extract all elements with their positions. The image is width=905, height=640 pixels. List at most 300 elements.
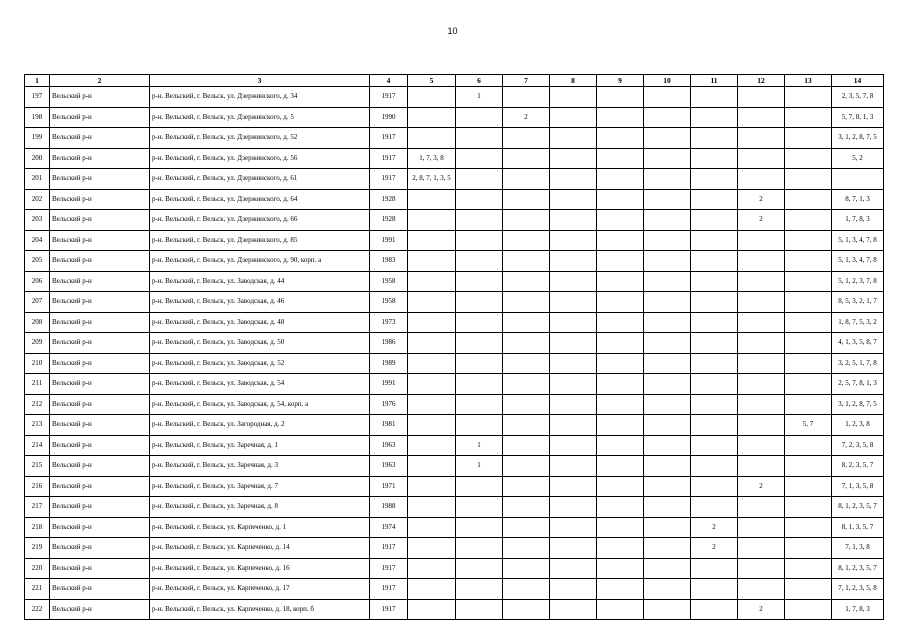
row-number-cell: 197	[25, 87, 50, 108]
col14-cell: 8, 1, 3, 5, 7	[832, 517, 884, 538]
district-cell: Вельский р-н	[50, 210, 150, 231]
col10-cell	[644, 312, 691, 333]
col13-cell: 5, 7	[785, 415, 832, 436]
col13-cell	[785, 87, 832, 108]
col14-cell: 1, 7, 8, 3	[832, 210, 884, 231]
row-number-cell: 218	[25, 517, 50, 538]
district-cell: Вельский р-н	[50, 538, 150, 559]
col14-cell: 7, 2, 3, 5, 8	[832, 435, 884, 456]
district-cell: Вельский р-н	[50, 148, 150, 169]
district-cell: Вельский р-н	[50, 251, 150, 272]
col12-cell	[738, 579, 785, 600]
year-cell: 1917	[370, 128, 408, 149]
col5-cell	[408, 333, 456, 354]
year-cell: 1989	[370, 353, 408, 374]
col9-cell	[597, 497, 644, 518]
col13-cell	[785, 210, 832, 231]
col8-cell	[550, 497, 597, 518]
district-cell: Вельский р-н	[50, 169, 150, 190]
col13-cell	[785, 497, 832, 518]
col14-cell: 1, 8, 7, 5, 3, 2	[832, 312, 884, 333]
table-row	[25, 374, 884, 395]
col5-cell	[408, 189, 456, 210]
table-row	[25, 558, 884, 579]
col8-cell	[550, 189, 597, 210]
col5-cell	[408, 415, 456, 436]
col8-cell	[550, 353, 597, 374]
col5-cell	[408, 476, 456, 497]
col7-cell	[503, 271, 550, 292]
col8-cell	[550, 169, 597, 190]
col12-cell	[738, 312, 785, 333]
col5-cell	[408, 538, 456, 559]
col13-cell	[785, 292, 832, 313]
col12-cell	[738, 558, 785, 579]
col14-cell: 3, 2, 5, 1, 7, 8	[832, 353, 884, 374]
address-cell: р-н. Вельский, г. Вельск, ул. Дзержинского, д. 56	[150, 148, 370, 169]
col10-cell	[644, 251, 691, 272]
col14-cell: 3, 1, 2, 8, 7, 5	[832, 394, 884, 415]
row-number-cell: 219	[25, 538, 50, 559]
col14-cell: 8, 5, 3, 2, 1, 7	[832, 292, 884, 313]
year-cell: 1917	[370, 87, 408, 108]
table-row	[25, 312, 884, 333]
row-number-cell: 215	[25, 456, 50, 477]
col7-cell	[503, 599, 550, 620]
col14-cell: 2, 3, 5, 7, 8	[832, 87, 884, 108]
col11-cell	[691, 456, 738, 477]
col13-cell	[785, 251, 832, 272]
row-number-cell: 212	[25, 394, 50, 415]
col12-cell	[738, 517, 785, 538]
col6-cell	[456, 374, 503, 395]
col14-cell: 4, 1, 3, 5, 8, 7	[832, 333, 884, 354]
year-cell: 1971	[370, 476, 408, 497]
address-cell: р-н. Вельский, г. Вельск, ул. Дзержинского, д. 90, корп. а	[150, 251, 370, 272]
address-cell: р-н. Вельский, г. Вельск, ул. Карпеченко, д. 1	[150, 517, 370, 538]
col11-cell	[691, 189, 738, 210]
col10-cell	[644, 415, 691, 436]
col9-cell	[597, 189, 644, 210]
col10-cell	[644, 394, 691, 415]
col11-cell	[691, 599, 738, 620]
row-number-cell: 221	[25, 579, 50, 600]
col7-cell	[503, 148, 550, 169]
table-row	[25, 579, 884, 600]
col7-cell	[503, 230, 550, 251]
address-cell: р-н. Вельский, г. Вельск, ул. Загородная, д. 2	[150, 415, 370, 436]
district-cell: Вельский р-н	[50, 558, 150, 579]
year-cell: 1958	[370, 292, 408, 313]
table-row	[25, 538, 884, 559]
col6-cell	[456, 558, 503, 579]
col5-cell	[408, 394, 456, 415]
col5-cell	[408, 271, 456, 292]
col10-cell	[644, 374, 691, 395]
col7-cell	[503, 312, 550, 333]
address-cell: р-н. Вельский, г. Вельск, ул. Заводская, д. 48	[150, 312, 370, 333]
col14-cell: 8, 1, 2, 3, 5, 7	[832, 558, 884, 579]
column-header: 3	[150, 75, 370, 87]
address-cell: р-н. Вельский, г. Вельск, ул. Заводская, д. 46	[150, 292, 370, 313]
col12-cell	[738, 107, 785, 128]
year-cell: 1976	[370, 394, 408, 415]
col9-cell	[597, 210, 644, 231]
year-cell: 1973	[370, 312, 408, 333]
col13-cell	[785, 312, 832, 333]
address-cell: р-н. Вельский, г. Вельск, ул. Дзержинского, д. 52	[150, 128, 370, 149]
col6-cell: 1	[456, 87, 503, 108]
year-cell: 1917	[370, 579, 408, 600]
address-cell: р-н. Вельский, г. Вельск, ул. Заводская, д. 54, корп. а	[150, 394, 370, 415]
table-row	[25, 599, 884, 620]
col13-cell	[785, 374, 832, 395]
col8-cell	[550, 579, 597, 600]
col9-cell	[597, 517, 644, 538]
year-cell: 1981	[370, 415, 408, 436]
row-number-cell: 205	[25, 251, 50, 272]
col5-cell: 2, 8, 7, 1, 3, 5	[408, 169, 456, 190]
col11-cell	[691, 394, 738, 415]
table-row	[25, 456, 884, 477]
col10-cell	[644, 169, 691, 190]
col13-cell	[785, 599, 832, 620]
table-row	[25, 128, 884, 149]
col9-cell	[597, 107, 644, 128]
row-number-cell: 213	[25, 415, 50, 436]
col14-cell: 8, 2, 3, 5, 7	[832, 456, 884, 477]
table-row	[25, 169, 884, 190]
col12-cell: 2	[738, 210, 785, 231]
row-number-cell: 216	[25, 476, 50, 497]
col10-cell	[644, 148, 691, 169]
col7-cell	[503, 87, 550, 108]
col6-cell	[456, 169, 503, 190]
col8-cell	[550, 333, 597, 354]
col7-cell	[503, 476, 550, 497]
col11-cell	[691, 353, 738, 374]
district-cell: Вельский р-н	[50, 415, 150, 436]
district-cell: Вельский р-н	[50, 333, 150, 354]
col9-cell	[597, 333, 644, 354]
col10-cell	[644, 517, 691, 538]
table-row	[25, 292, 884, 313]
address-cell: р-н. Вельский, г. Вельск, ул. Заречная, д. 1	[150, 435, 370, 456]
col10-cell	[644, 538, 691, 559]
col6-cell	[456, 210, 503, 231]
col14-cell: 5, 1, 3, 4, 7, 8	[832, 251, 884, 272]
address-cell: р-н. Вельский, г. Вельск, ул. Дзержинского, д. 61	[150, 169, 370, 190]
col13-cell	[785, 230, 832, 251]
col8-cell	[550, 558, 597, 579]
col8-cell	[550, 128, 597, 149]
col7-cell	[503, 456, 550, 477]
col10-cell	[644, 189, 691, 210]
col7-cell	[503, 128, 550, 149]
address-cell: р-н. Вельский, г. Вельск, ул. Карпеченко, д. 18, корп. б	[150, 599, 370, 620]
col13-cell	[785, 271, 832, 292]
address-cell: р-н. Вельский, г. Вельск, ул. Дзержинского, д. 66	[150, 210, 370, 231]
table-row	[25, 230, 884, 251]
table-body	[25, 87, 884, 620]
col9-cell	[597, 599, 644, 620]
year-cell: 1988	[370, 497, 408, 518]
col10-cell	[644, 333, 691, 354]
col6-cell	[456, 497, 503, 518]
col9-cell	[597, 394, 644, 415]
col9-cell	[597, 353, 644, 374]
col8-cell	[550, 87, 597, 108]
col9-cell	[597, 476, 644, 497]
col7-cell	[503, 558, 550, 579]
col8-cell	[550, 148, 597, 169]
address-cell: р-н. Вельский, г. Вельск, ул. Заречная, д. 3	[150, 456, 370, 477]
table-row	[25, 497, 884, 518]
column-number-row	[25, 75, 884, 87]
col6-cell: 1	[456, 456, 503, 477]
col5-cell	[408, 353, 456, 374]
col10-cell	[644, 128, 691, 149]
col11-cell	[691, 87, 738, 108]
row-number-cell: 203	[25, 210, 50, 231]
address-cell: р-н. Вельский, г. Вельск, ул. Заводская, д. 50	[150, 333, 370, 354]
col12-cell	[738, 333, 785, 354]
year-cell: 1991	[370, 374, 408, 395]
col14-cell	[832, 169, 884, 190]
col13-cell	[785, 476, 832, 497]
year-cell: 1917	[370, 558, 408, 579]
col12-cell	[738, 271, 785, 292]
col11-cell	[691, 579, 738, 600]
row-number-cell: 206	[25, 271, 50, 292]
col11-cell	[691, 230, 738, 251]
col11-cell	[691, 497, 738, 518]
year-cell: 1958	[370, 271, 408, 292]
table-row	[25, 333, 884, 354]
col12-cell	[738, 394, 785, 415]
col13-cell	[785, 148, 832, 169]
col13-cell	[785, 394, 832, 415]
col8-cell	[550, 415, 597, 436]
district-cell: Вельский р-н	[50, 374, 150, 395]
address-cell: р-н. Вельский, г. Вельск, ул. Заводская, д. 44	[150, 271, 370, 292]
table-row	[25, 271, 884, 292]
column-header: 10	[644, 75, 691, 87]
col13-cell	[785, 517, 832, 538]
table-row	[25, 107, 884, 128]
column-header: 2	[50, 75, 150, 87]
col5-cell	[408, 599, 456, 620]
col14-cell: 1, 2, 3, 8	[832, 415, 884, 436]
table-row	[25, 415, 884, 436]
col12-cell: 2	[738, 189, 785, 210]
col5-cell	[408, 374, 456, 395]
year-cell: 1928	[370, 189, 408, 210]
col5-cell	[408, 292, 456, 313]
col14-cell: 2, 5, 7, 8, 1, 3	[832, 374, 884, 395]
col9-cell	[597, 148, 644, 169]
col12-cell	[738, 148, 785, 169]
col12-cell	[738, 374, 785, 395]
col9-cell	[597, 87, 644, 108]
table-row	[25, 476, 884, 497]
col10-cell	[644, 456, 691, 477]
col14-cell: 5, 7, 8, 1, 3	[832, 107, 884, 128]
col9-cell	[597, 292, 644, 313]
col11-cell	[691, 312, 738, 333]
col10-cell	[644, 435, 691, 456]
col7-cell	[503, 517, 550, 538]
col11-cell	[691, 558, 738, 579]
address-cell: р-н. Вельский, г. Вельск, ул. Заводская, д. 52	[150, 353, 370, 374]
col5-cell	[408, 456, 456, 477]
col9-cell	[597, 251, 644, 272]
col5-cell	[408, 251, 456, 272]
column-header: 5	[408, 75, 456, 87]
row-number-cell: 200	[25, 148, 50, 169]
col9-cell	[597, 415, 644, 436]
col6-cell	[456, 394, 503, 415]
district-cell: Вельский р-н	[50, 579, 150, 600]
col9-cell	[597, 538, 644, 559]
col10-cell	[644, 497, 691, 518]
col11-cell	[691, 251, 738, 272]
col13-cell	[785, 456, 832, 477]
row-number-cell: 198	[25, 107, 50, 128]
address-cell: р-н. Вельский, г. Вельск, ул. Дзержинского, д. 64	[150, 189, 370, 210]
col13-cell	[785, 189, 832, 210]
row-number-cell: 209	[25, 333, 50, 354]
year-cell: 1986	[370, 333, 408, 354]
col12-cell	[738, 230, 785, 251]
col8-cell	[550, 251, 597, 272]
row-number-cell: 204	[25, 230, 50, 251]
year-cell: 1983	[370, 251, 408, 272]
row-number-cell: 222	[25, 599, 50, 620]
col11-cell	[691, 292, 738, 313]
row-number-cell: 201	[25, 169, 50, 190]
col12-cell	[738, 435, 785, 456]
col13-cell	[785, 538, 832, 559]
district-cell: Вельский р-н	[50, 353, 150, 374]
col10-cell	[644, 353, 691, 374]
col6-cell	[456, 292, 503, 313]
col6-cell: 1	[456, 435, 503, 456]
year-cell: 1917	[370, 599, 408, 620]
col11-cell	[691, 415, 738, 436]
address-cell: р-н. Вельский, г. Вельск, ул. Карпеченко, д. 16	[150, 558, 370, 579]
district-cell: Вельский р-н	[50, 312, 150, 333]
col6-cell	[456, 312, 503, 333]
col14-cell: 8, 7, 1, 3	[832, 189, 884, 210]
col8-cell	[550, 312, 597, 333]
col12-cell	[738, 87, 785, 108]
row-number-cell: 214	[25, 435, 50, 456]
col8-cell	[550, 271, 597, 292]
col9-cell	[597, 271, 644, 292]
row-number-cell: 208	[25, 312, 50, 333]
col14-cell: 3, 1, 2, 8, 7, 5	[832, 128, 884, 149]
district-cell: Вельский р-н	[50, 476, 150, 497]
year-cell: 1991	[370, 230, 408, 251]
year-cell: 1917	[370, 538, 408, 559]
col11-cell	[691, 333, 738, 354]
col7-cell	[503, 374, 550, 395]
district-cell: Вельский р-н	[50, 87, 150, 108]
district-cell: Вельский р-н	[50, 271, 150, 292]
district-cell: Вельский р-н	[50, 230, 150, 251]
year-cell: 1974	[370, 517, 408, 538]
year-cell: 1917	[370, 148, 408, 169]
col6-cell	[456, 148, 503, 169]
col5-cell	[408, 312, 456, 333]
col14-cell: 5, 2	[832, 148, 884, 169]
col6-cell	[456, 251, 503, 272]
col7-cell	[503, 497, 550, 518]
col11-cell	[691, 107, 738, 128]
column-header: 6	[456, 75, 503, 87]
column-header: 4	[370, 75, 408, 87]
district-cell: Вельский р-н	[50, 599, 150, 620]
col7-cell	[503, 251, 550, 272]
col7-cell	[503, 292, 550, 313]
col6-cell	[456, 517, 503, 538]
table-row	[25, 435, 884, 456]
district-cell: Вельский р-н	[50, 189, 150, 210]
col8-cell	[550, 538, 597, 559]
col6-cell	[456, 189, 503, 210]
col11-cell	[691, 435, 738, 456]
col9-cell	[597, 374, 644, 395]
col12-cell	[738, 456, 785, 477]
col5-cell	[408, 435, 456, 456]
col8-cell	[550, 476, 597, 497]
col6-cell	[456, 353, 503, 374]
col8-cell	[550, 394, 597, 415]
col11-cell	[691, 169, 738, 190]
col13-cell	[785, 169, 832, 190]
col7-cell	[503, 394, 550, 415]
col7-cell	[503, 579, 550, 600]
column-header: 12	[738, 75, 785, 87]
district-cell: Вельский р-н	[50, 128, 150, 149]
col6-cell	[456, 107, 503, 128]
row-number-cell: 220	[25, 558, 50, 579]
col14-cell: 7, 1, 3, 8	[832, 538, 884, 559]
col9-cell	[597, 435, 644, 456]
col6-cell	[456, 599, 503, 620]
col5-cell: 1, 7, 3, 8	[408, 148, 456, 169]
page-number: 10	[447, 26, 458, 36]
col6-cell	[456, 476, 503, 497]
col14-cell: 5, 1, 2, 3, 7, 8	[832, 271, 884, 292]
col12-cell	[738, 353, 785, 374]
col5-cell	[408, 230, 456, 251]
col8-cell	[550, 599, 597, 620]
col11-cell	[691, 374, 738, 395]
table-row	[25, 251, 884, 272]
column-header: 8	[550, 75, 597, 87]
column-header: 1	[25, 75, 50, 87]
col14-cell: 7, 1, 2, 3, 5, 8	[832, 579, 884, 600]
col9-cell	[597, 312, 644, 333]
col6-cell	[456, 271, 503, 292]
col6-cell	[456, 415, 503, 436]
year-cell: 1917	[370, 169, 408, 190]
col6-cell	[456, 333, 503, 354]
col10-cell	[644, 579, 691, 600]
year-cell: 1963	[370, 435, 408, 456]
